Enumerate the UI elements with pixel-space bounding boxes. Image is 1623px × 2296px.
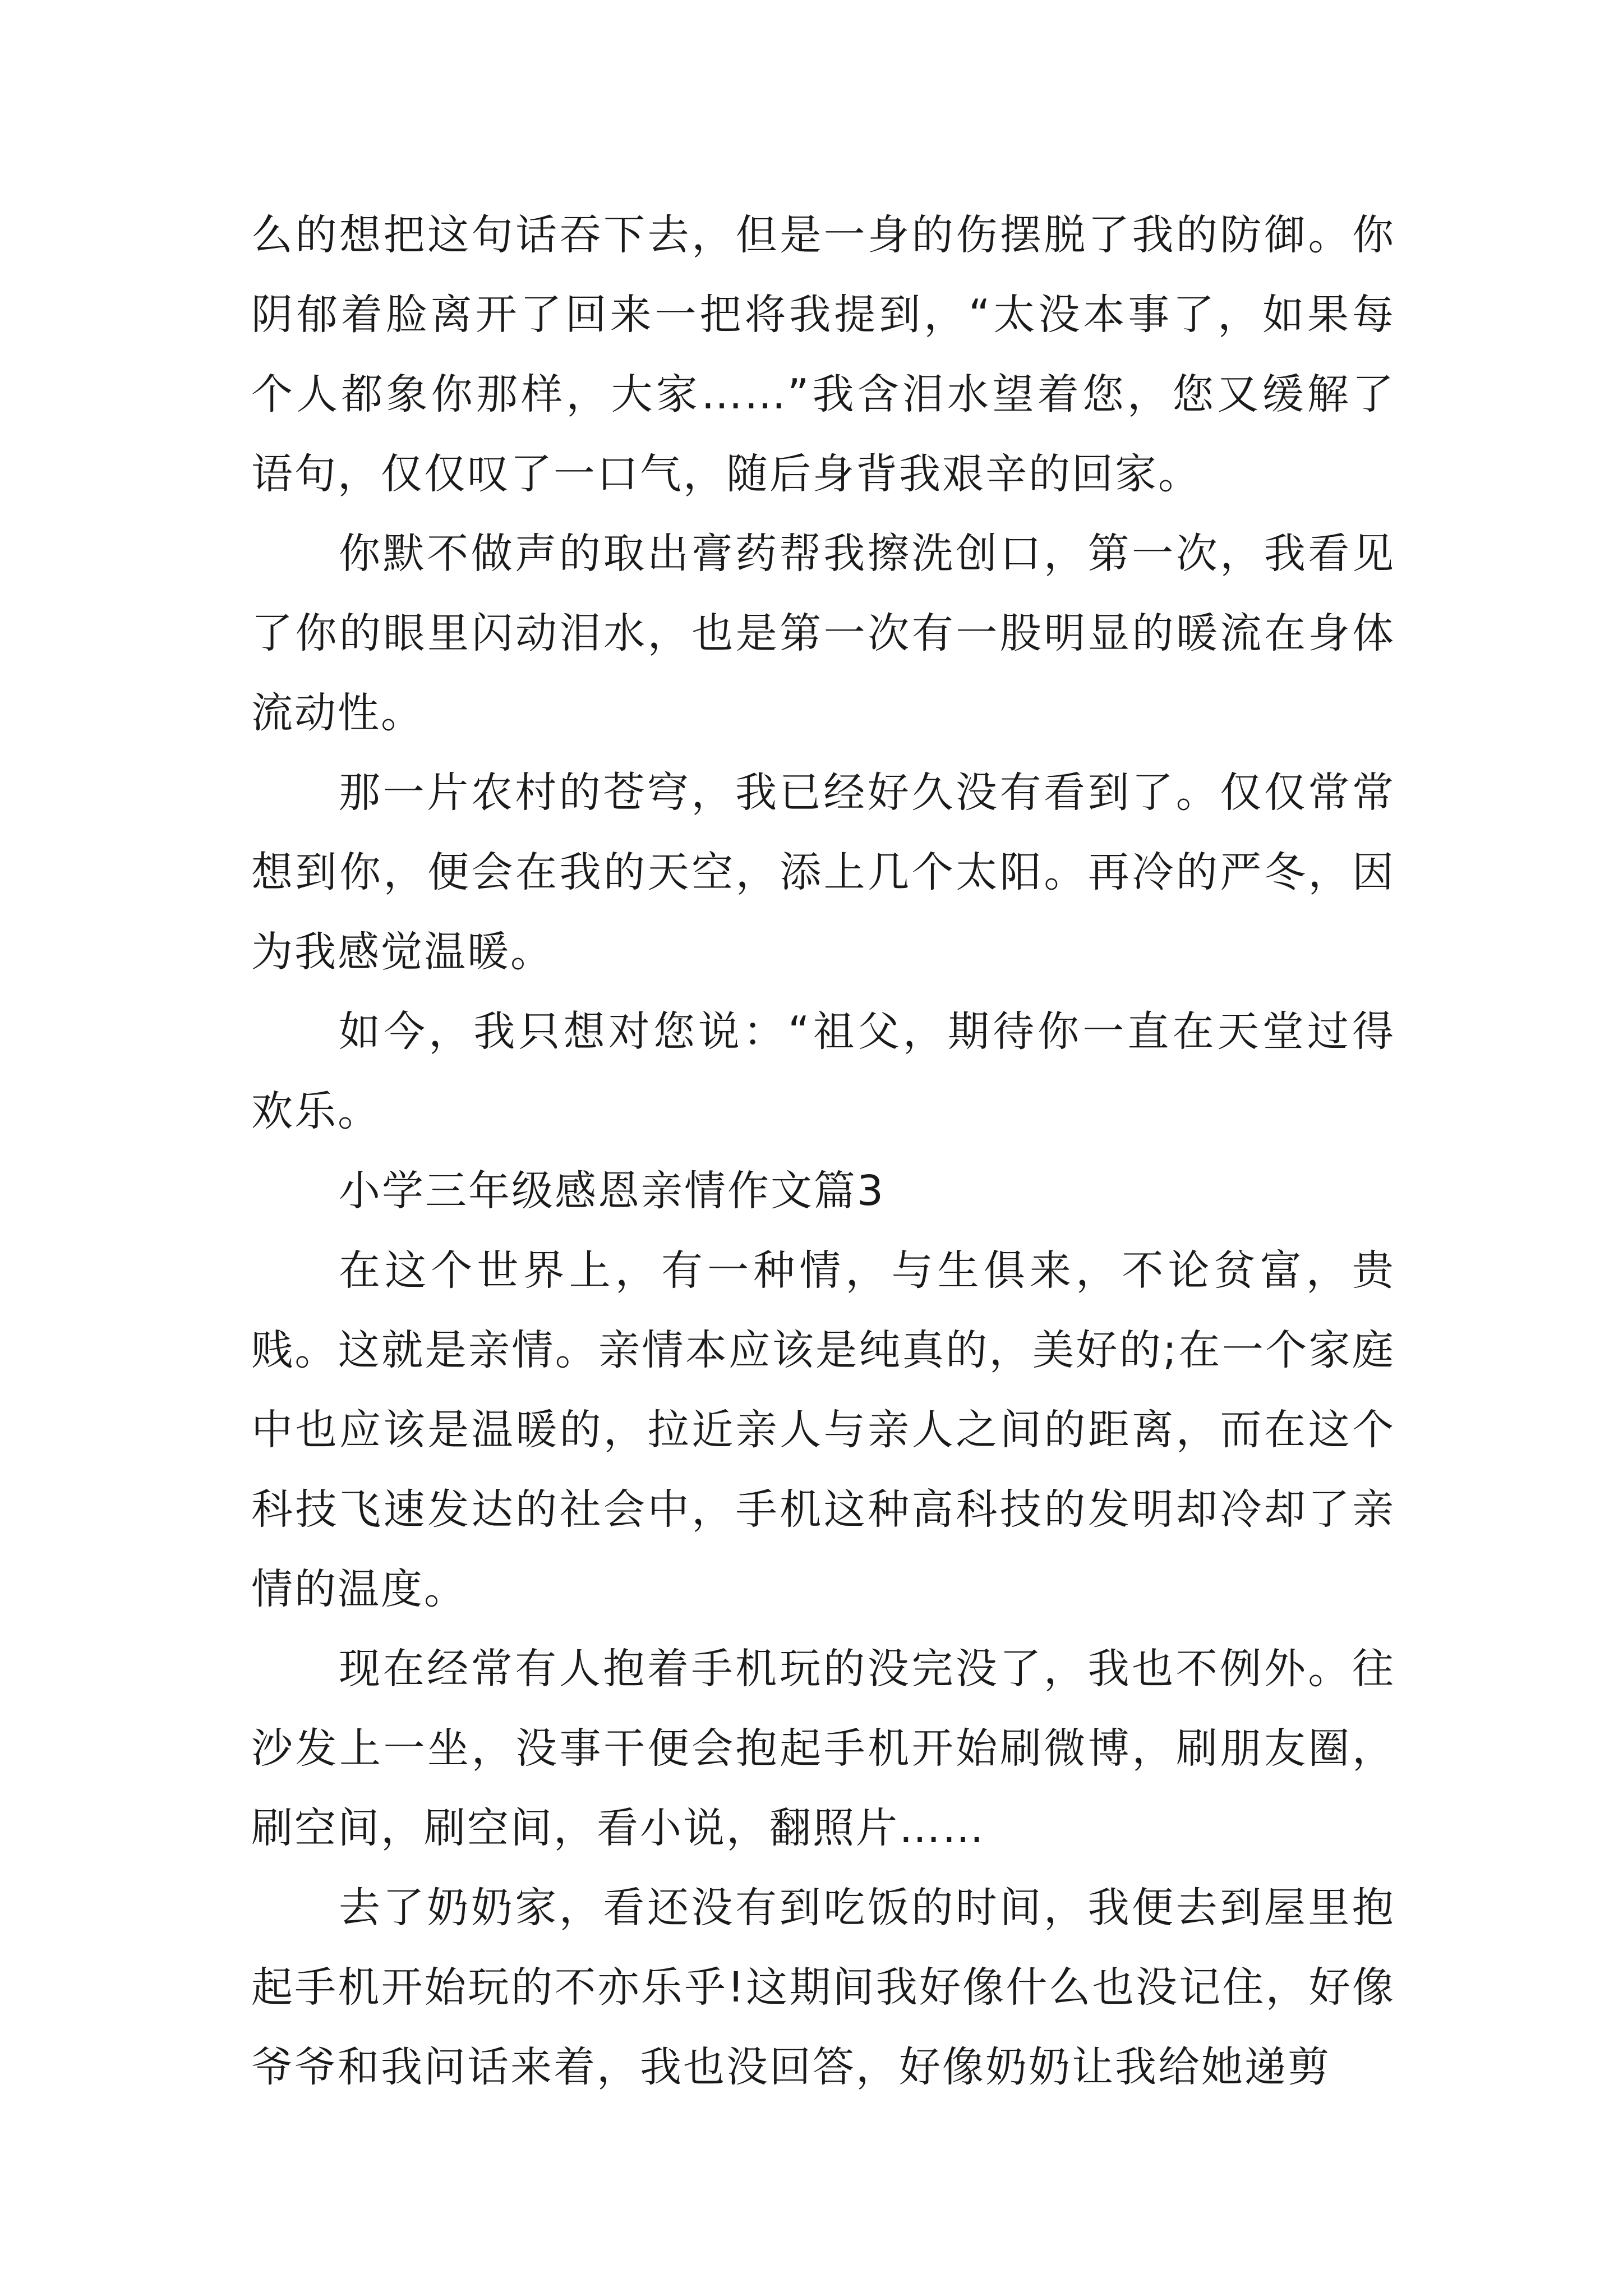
paragraph-continuation: 么的想把这句话吞下去，但是一身的伤摆脱了我的防御。你阴郁着脸离开了回来一把将我提到，“太没本事了，如果每个人都象你那样，大家……”我含泪水望着您，您又缓解了语句，仅仅叹了一口气，随后身背我艰辛的回家。 [251,211,1395,498]
document-body [251,195,1395,2107]
paragraph: 现在经常有人抱着手机玩的没完没了，我也不例外。往沙发上一坐，没事干便会抱起手机开始刷微博，刷朋友圈，刷空间，刷空间，看小说，翻照片…… [251,1645,1395,1852]
section-heading: 小学三年级感恩亲情作文篇3 [339,1167,886,1215]
paragraph: 那一片农村的苍穹，我已经好久没有看到了。仅仅常常想到你，便会在我的天空，添上几个太阳。再冷的严冬，因为我感觉温暖。 [251,769,1395,976]
paragraph: 你默不做声的取出膏药帮我擦洗创口，第一次，我看见了你的眼里闪动泪水，也是第一次有一股明显的暖流在身体流动性。 [251,530,1395,737]
paragraph: 如今，我只想对您说：“祖父，期待你一直在天堂过得欢乐。 [251,1007,1395,1135]
paragraph: 去了奶奶家，看还没有到吃饭的时间，我便去到屋里抱起手机开始玩的不亦乐乎!这期间我好像什么也没记住，好像爷爷和我问话来着，我也没回答，好像奶奶让我给她递剪 [251,1884,1395,2091]
paragraph: 在这个世界上，有一种情，与生俱来，不论贫富，贵贱。这就是亲情。亲情本应该是纯真的，美好的;在一个家庭中也应该是温暖的，拉近亲人与亲人之间的距离，而在这个科技飞速发达的社会中，手机这种高科技的发明却冷却了亲情的温度。 [251,1246,1395,1613]
